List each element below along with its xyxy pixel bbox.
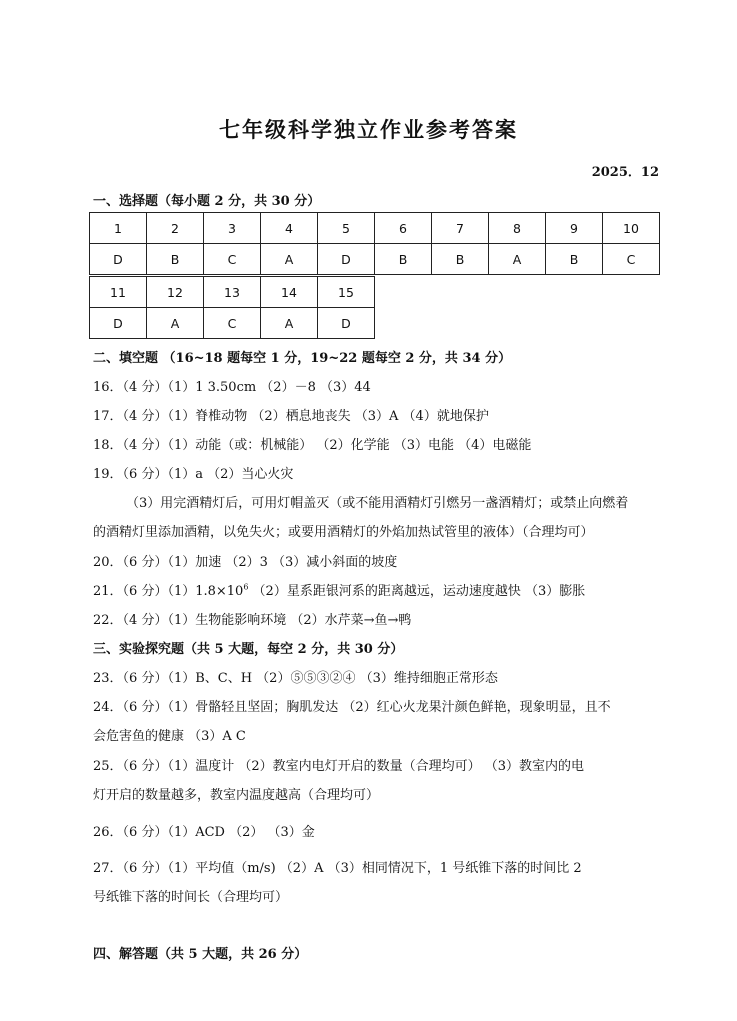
section1-heading: 一、选择题（每小题 2 分，共 30 分） xyxy=(93,194,321,209)
answer-line-24: 24．（6 分）（1）骨骼轻且坚固；胸肌发达 （2）红心火龙果汁颜色鲜艳，现象明显，且不 xyxy=(93,700,611,715)
answer-cell: A xyxy=(261,244,318,275)
answer-line-18: 18．（4 分）（1）动能（或：机械能） （2）化学能 （3）电能 （4）电磁能 xyxy=(93,438,532,453)
question-number: 2 xyxy=(147,213,204,244)
answer-cell: D xyxy=(318,244,375,275)
answer-line-26: 26．（6 分）（1）ACD （2） （3）金 xyxy=(93,825,315,840)
answer-line-19-3: （3）用完酒精灯后，可用灯帽盖灭（或不能用酒精灯引燃另一盏酒精灯；或禁止向燃着 xyxy=(126,496,629,511)
line21-pre: 21．（6 分）（1）1.8×10 xyxy=(93,584,244,599)
answer-cell: D xyxy=(90,308,147,339)
answer-cell: A xyxy=(147,308,204,339)
question-number: 4 xyxy=(261,213,318,244)
answer-line-20: 20．（6 分）（1）加速 （2）3 （3）减小斜面的坡度 xyxy=(93,555,398,570)
section4-heading: 四、解答题（共 5 大题，共 26 分） xyxy=(93,947,308,962)
answer-table-1 xyxy=(89,212,660,275)
question-number: 9 xyxy=(546,213,603,244)
answer-line-25-cont: 灯开启的数量越多，教室内温度越高（合理均可） xyxy=(93,788,380,803)
answer-line-27-cont: 号纸锥下落的时间长（合理均可） xyxy=(93,890,289,905)
question-number: 6 xyxy=(375,213,432,244)
answer-line-27: 27．（6 分）（1）平均值（m/s) （2）A （3）相同情况下，1 号纸锥下落的时间比 2 xyxy=(93,861,582,876)
answer-table-2 xyxy=(89,276,375,339)
answer-line-16: 16．（4 分）（1）1 3.50cm （2）－8 （3）44 xyxy=(93,380,371,395)
answer-line-19: 19．（6 分）（1）a （2）当心火灾 xyxy=(93,467,294,482)
question-number: 5 xyxy=(318,213,375,244)
question-number: 13 xyxy=(204,277,261,308)
question-number: 1 xyxy=(90,213,147,244)
answer-line-23: 23．（6 分）（1）B、C、H （2）⑤⑤③②④ （3）维持细胞正常形态 xyxy=(93,671,498,686)
question-number: 15 xyxy=(318,277,375,308)
answer-cell: D xyxy=(318,308,375,339)
table-row xyxy=(90,308,375,339)
section2-heading: 二、填空题 （16~18 题每空 1 分，19~22 题每空 2 分，共 34 分） xyxy=(93,351,512,366)
section3-heading: 三、实验探究题（共 5 大题，每空 2 分，共 30 分） xyxy=(93,642,404,657)
question-number: 10 xyxy=(603,213,660,244)
question-number: 11 xyxy=(90,277,147,308)
table-row xyxy=(90,213,660,244)
answer-line-24-cont: 会危害鱼的健康 （3）A C xyxy=(93,729,246,744)
answer-line-21 xyxy=(93,580,585,599)
answer-cell: A xyxy=(489,244,546,275)
question-number: 3 xyxy=(204,213,261,244)
date: 2025．12 xyxy=(591,165,659,180)
answer-line-22: 22．（4 分）（1）生物能影响环境 （2）水芹菜→鱼→鸭 xyxy=(93,613,412,628)
answer-cell: C xyxy=(204,244,261,275)
line21-post: （2）星系距银河系的距离越远，运动速度越快 （3）膨胀 xyxy=(248,584,586,599)
page-title: 七年级科学独立作业参考答案 xyxy=(219,117,518,142)
table-row xyxy=(90,277,375,308)
answer-cell: C xyxy=(204,308,261,339)
line21-exponent: 6 xyxy=(243,582,249,592)
answer-line-19-3-cont: 的酒精灯里添加酒精，以免失火；或要用酒精灯的外焰加热试管里的液体）（合理均可） xyxy=(93,525,594,540)
answer-cell: D xyxy=(90,244,147,275)
table-row xyxy=(90,244,660,275)
answer-cell: B xyxy=(147,244,204,275)
question-number: 12 xyxy=(147,277,204,308)
answer-line-17: 17．（4 分）（1）脊椎动物 （2）栖息地丧失 （3）A （4）就地保护 xyxy=(93,409,489,424)
answer-line-25: 25．（6 分）（1）温度计 （2）教室内电灯开启的数量（合理均可） （3）教室内的电 xyxy=(93,759,585,774)
answer-cell: A xyxy=(261,308,318,339)
answer-cell: C xyxy=(603,244,660,275)
answer-cell: B xyxy=(432,244,489,275)
question-number: 8 xyxy=(489,213,546,244)
question-number: 14 xyxy=(261,277,318,308)
answer-cell: B xyxy=(375,244,432,275)
question-number: 7 xyxy=(432,213,489,244)
answer-cell: B xyxy=(546,244,603,275)
